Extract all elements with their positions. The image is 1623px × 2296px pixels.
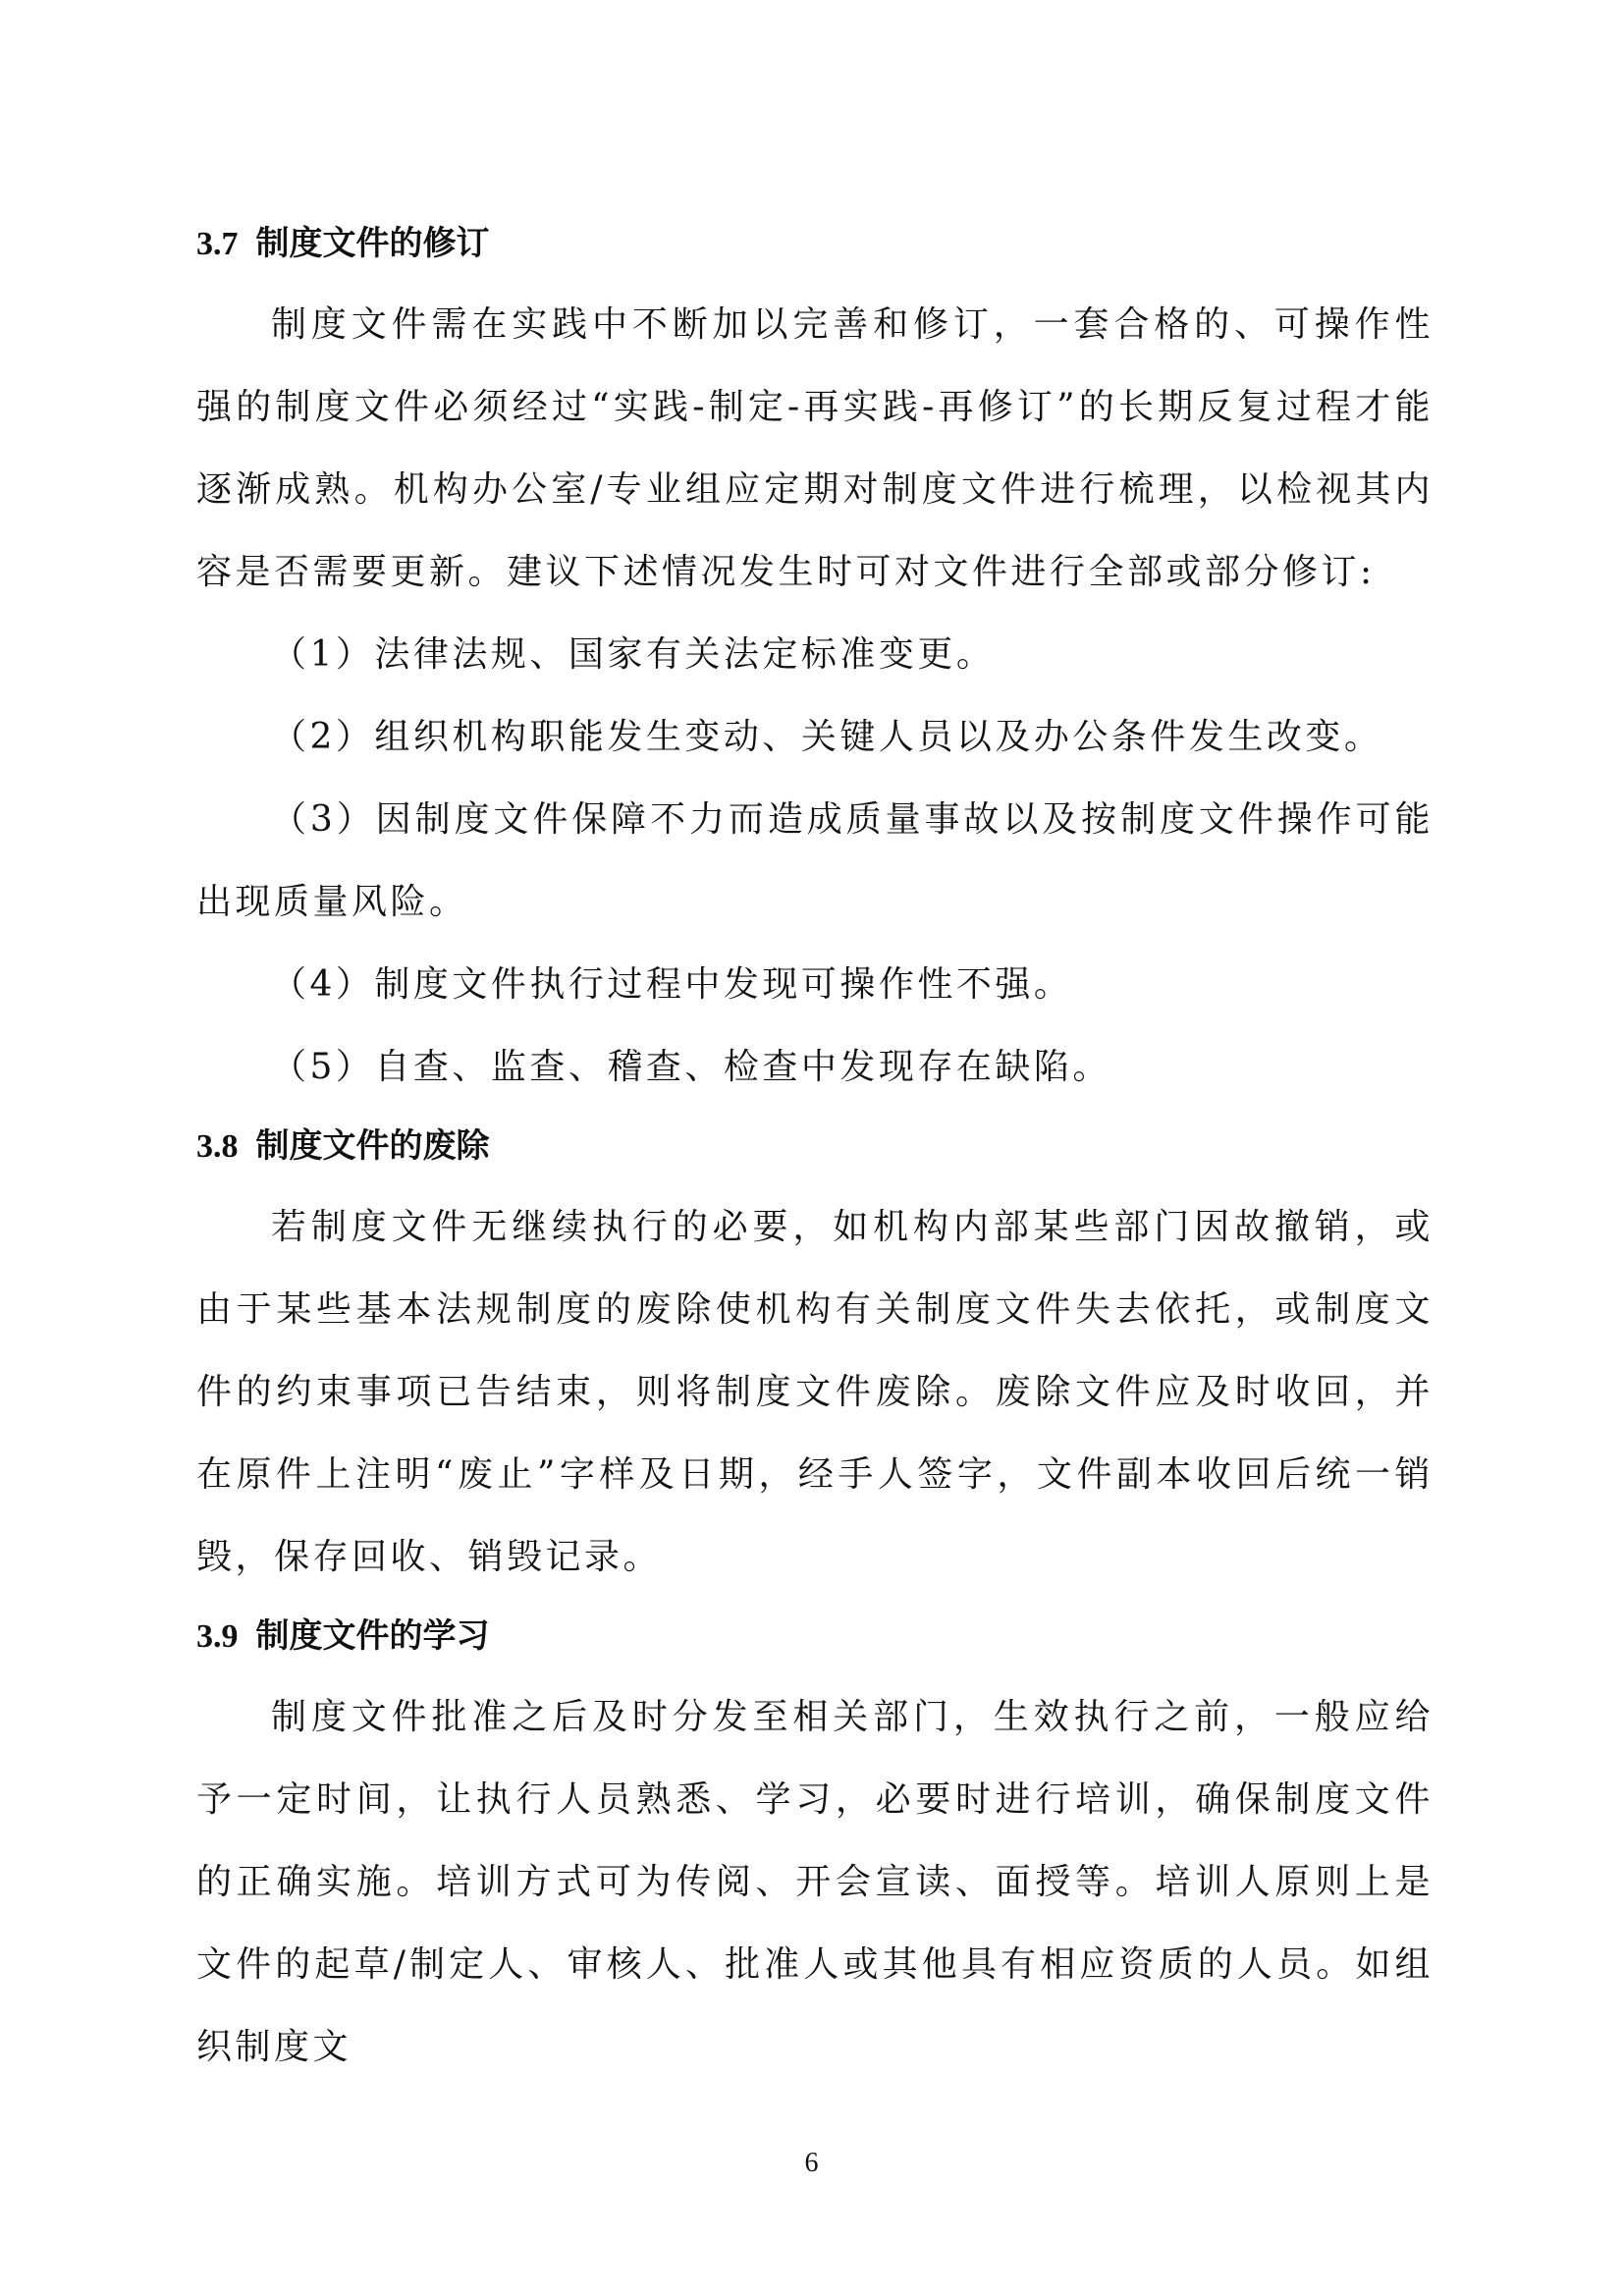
section-3-9-body: 制度文件批准之后及时分发至相关部门，生效执行之前，一般应给予一定时间，让执行人员熟悉、学习，必要时进行培训，确保制度文件的正确实施。培训方式可为传阅、开会宣读、面授等。培训人原则上是文件的起草/制定人、审核人、批准人或其他具有相应资质的人员。如组织制度文 xyxy=(196,1697,1434,2067)
list-item: （2）组织机构职能发生变动、关键人员以及办公条件发生改变。 xyxy=(271,717,1383,757)
section-heading-3-9 xyxy=(196,1599,1434,1676)
section-title: 制度文件的学习 xyxy=(255,1616,490,1656)
section-3-8-body: 若制度文件无继续执行的必要，如机构内部某些部门因故撤销，或由于某些基本法规制度的废除使机构有关制度文件失去依托，或制度文件的约束事项已告结束，则将制度文件废除。废除文件应及时收回，并在原件上注明“废止”字样及日期，经手人签字，文件副本收回后统一销毁，保存回收、销毁记录。 xyxy=(196,1207,1434,1577)
section-heading-3-7 xyxy=(196,206,1434,284)
section-title: 制度文件的废除 xyxy=(255,1126,490,1166)
list-item: （5）自查、监查、稽查、检查中发现存在缺陷。 xyxy=(271,1047,1111,1087)
page-number: 6 xyxy=(804,2148,819,2178)
list-item: （1）法律法规、国家有关法定标准变更。 xyxy=(271,634,996,675)
section-number: 3.8 xyxy=(196,1128,239,1165)
section-title: 制度文件的修订 xyxy=(255,224,490,263)
section-3-7-intro: 制度文件需在实践中不断加以完善和修订，一套合格的、可操作性强的制度文件必须经过“实践-制定-再实践-再修订”的长期反复过程才能逐渐成熟。机构办公室/专业组应定期对制度文件进行梳理，以检视其内容是否需要更新。建议下述情况发生时可对文件进行全部或部分修订: xyxy=(196,304,1434,592)
section-heading-3-8 xyxy=(196,1109,1434,1186)
list-item: （4）制度文件执行过程中发现可操作性不强。 xyxy=(271,964,1073,1005)
page-content xyxy=(196,206,1434,2089)
section-number: 3.7 xyxy=(196,226,239,262)
list-item: （3）因制度文件保障不力而造成质量事故以及按制度文件操作可能出现质量风险。 xyxy=(196,799,1434,922)
section-number: 3.9 xyxy=(196,1618,239,1655)
